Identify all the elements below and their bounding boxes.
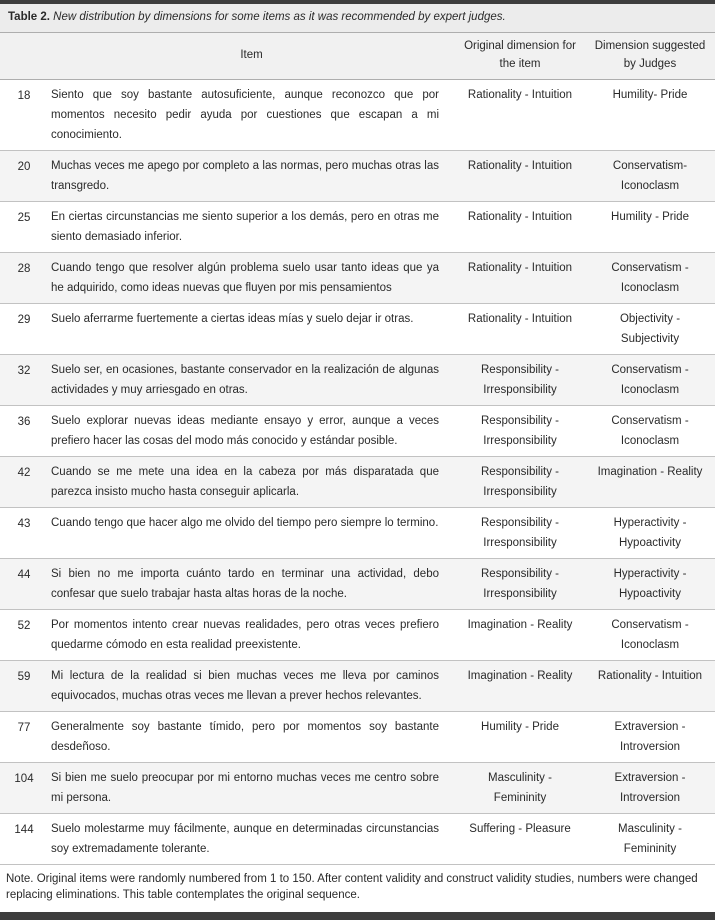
item-number: 20 [17,160,31,173]
table-row [0,406,715,457]
original-dimension: Responsibility - Irresponsibility [481,516,559,549]
suggested-dimension: Conservatism- Iconoclasm [612,159,688,192]
item-number: 25 [17,211,31,224]
original-dimension: Rationality - Intuition [467,210,573,223]
suggested-dimension: Rationality - Intuition [597,669,703,682]
original-dimension: Imagination - Reality [467,618,573,631]
table-row [0,355,715,406]
item-text: Cuando tengo que resolver algún problema suelo usar tanto ideas que ya he adquirido, como ideas nuevas que fluyen por mis pensamientos [51,261,439,294]
table-row [0,304,715,355]
item-number: 104 [14,772,34,785]
original-dimension: Responsibility - Irresponsibility [481,414,559,447]
table-body [0,80,715,865]
original-dimension: Imagination - Reality [467,669,573,682]
item-number: 44 [17,568,31,581]
suggested-dimension: Conservatism - Iconoclasm [611,618,689,651]
suggested-dimension: Extraversion - Introversion [614,771,686,804]
table-caption [0,4,715,33]
table-row [0,253,715,304]
table-row [0,814,715,865]
column-header-original-dimension: Original dimension for the item [464,39,576,70]
table-row [0,559,715,610]
table-row [0,712,715,763]
table-caption-text: New distribution by dimensions for some items as it was recommended by expert judges. [53,11,506,23]
original-dimension: Humility - Pride [481,720,559,733]
original-dimension: Responsibility - Irresponsibility [481,465,559,498]
table-row [0,80,715,151]
item-text: En ciertas circunstancias me siento superior a los demás, pero en otras me siento demasiado inferior. [51,210,439,243]
item-number: 77 [17,721,31,734]
suggested-dimension: Masculinity - Femininity [618,822,682,855]
item-text: Cuando se me mete una idea en la cabeza por más disparatada que parezca insisto mucho hasta conseguir aplicarla. [51,465,439,498]
table-header-row [0,33,715,80]
table-row [0,661,715,712]
column-header-suggested-dimension: Dimension suggested by Judges [594,39,706,70]
suggested-dimension: Imagination - Reality [597,465,703,478]
suggested-dimension: Humility- Pride [612,88,688,101]
item-number: 32 [17,364,31,377]
original-dimension: Rationality - Intuition [467,88,573,101]
item-text: Siento que soy bastante autosuficiente, aunque reconozco que por momentos necesito pedir ayuda por cuestiones que escapan a mi conocimiento. [51,88,439,141]
item-text: Mi lectura de la realidad si bien muchas veces me lleva por caminos equivocados, muchas otras veces me llevan a prever hechos relevantes. [51,669,439,702]
original-dimension: Rationality - Intuition [467,159,573,172]
note-label: Note. [6,872,34,885]
suggested-dimension: Conservatism - Iconoclasm [611,414,689,447]
column-header-item: Item [240,48,263,61]
suggested-dimension: Humility - Pride [611,210,689,223]
item-number: 52 [17,619,31,632]
item-text: Suelo aferrarme fuertemente a ciertas ideas mías y suelo dejar ir otras. [51,312,414,325]
item-text: Suelo explorar nuevas ideas mediante ensayo y error, aunque a veces prefiero hacer las cosas del modo más conocido y estándar posible. [51,414,439,447]
item-text: Si bien no me importa cuánto tardo en terminar una actividad, debo confesar que suelo trabajar hasta altas horas de la noche. [51,567,439,600]
table-row [0,763,715,814]
column-header-number [0,33,48,79]
item-number: 28 [17,262,31,275]
item-text: Generalmente soy bastante tímido, pero por momentos soy bastante desdeñoso. [51,720,439,753]
table-row [0,202,715,253]
original-dimension: Rationality - Intuition [467,261,573,274]
item-number: 18 [17,89,31,102]
table-row [0,151,715,202]
table-row [0,610,715,661]
original-dimension: Responsibility - Irresponsibility [481,363,559,396]
item-number: 36 [17,415,31,428]
original-dimension: Suffering - Pleasure [469,822,571,835]
item-text: Cuando tengo que hacer algo me olvido del tiempo pero siempre lo termino. [51,516,439,529]
item-text: Muchas veces me apego por completo a las normas, pero muchas otras las transgredo. [51,159,439,192]
original-dimension: Rationality - Intuition [467,312,573,325]
original-dimension: Masculinity - Femininity [488,771,552,804]
item-text: Suelo molestarme muy fácilmente, aunque en determinadas circunstancias soy extremadamente tolerante. [51,822,439,855]
item-text: Por momentos intento crear nuevas realidades, pero otras veces prefiero quedarme cómodo en esta realidad preexistente. [51,618,439,651]
item-number: 59 [17,670,31,683]
suggested-dimension: Hyperactivity - Hypoactivity [613,567,687,600]
item-number: 29 [17,313,31,326]
table-caption-label: Table 2. [8,11,50,23]
suggested-dimension: Extraversion - Introversion [614,720,686,753]
suggested-dimension: Conservatism - Iconoclasm [611,363,689,396]
table-note [0,865,715,911]
suggested-dimension: Hyperactivity - Hypoactivity [613,516,687,549]
suggested-dimension: Objectivity - Subjectivity [619,312,681,345]
item-number: 42 [17,466,31,479]
suggested-dimension: Conservatism - Iconoclasm [611,261,689,294]
item-text: Si bien me suelo preocupar por mi entorno muchas veces me centro sobre mi persona. [51,771,439,804]
item-number: 144 [14,823,34,836]
table-row [0,508,715,559]
note-text: Original items were randomly numbered from 1 to 150. After content validity and construct validity studies, numbers were changed replacing eliminations. This table contemplates the original sequence. [6,872,698,902]
table-row [0,457,715,508]
item-text: Suelo ser, en ocasiones, bastante conservador en la realización de algunas actividades y muy arriesgado en otras. [51,363,439,396]
original-dimension: Responsibility - Irresponsibility [481,567,559,600]
item-number: 43 [17,517,31,530]
table-bottom-rule [0,912,715,920]
